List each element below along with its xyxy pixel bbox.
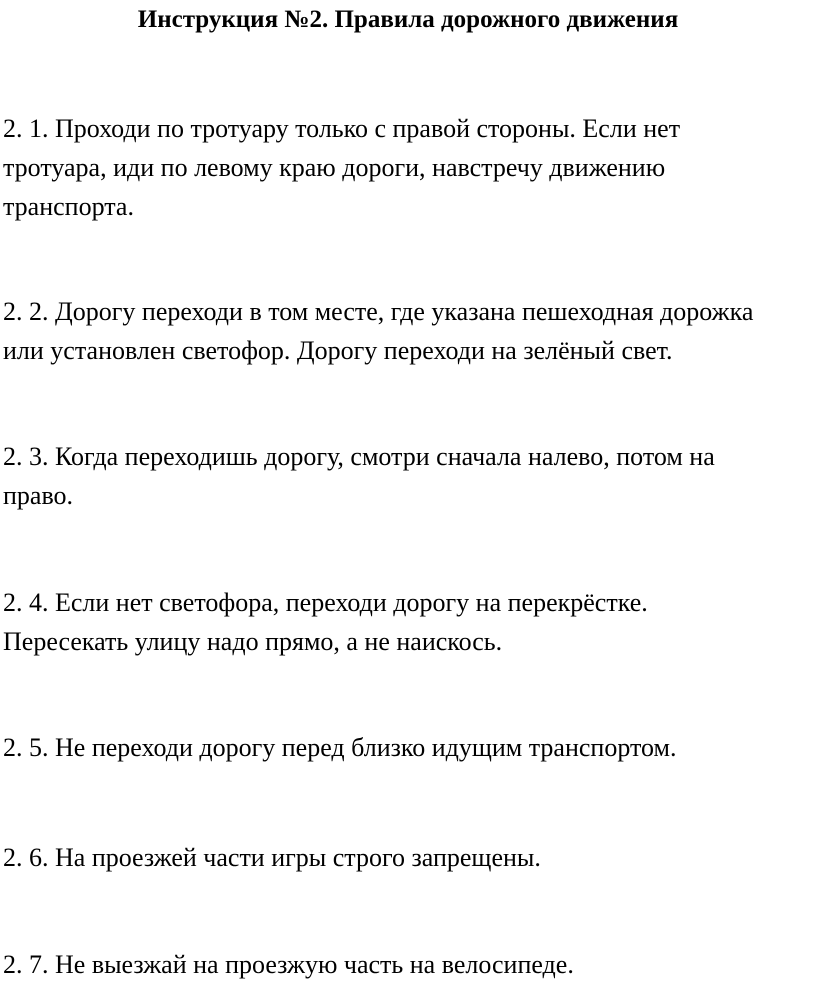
rule-line: Пересекать улицу надо прямо, а не наискось. [3, 627, 503, 656]
rule-2-3 [3, 437, 815, 515]
rule-2-1 [3, 109, 815, 226]
rule-line: транспорта. [3, 192, 134, 221]
rule-line: или установлен светофор. Дорогу переходи на зелёный свет. [3, 336, 673, 365]
rule-line: 2. 2. Дорогу переходи в том месте, где указана пешеходная дорожка [3, 297, 754, 326]
rule-2-6 [3, 838, 815, 877]
rule-line: 2. 1. Проходи по тротуару только с правой стороны. Если нет [3, 114, 681, 143]
rule-line: 2. 5. Не переходи дорогу перед близко идущим транспортом. [3, 733, 677, 762]
document-title: Инструкция №2. Правила дорожного движения [137, 6, 679, 33]
rule-2-2 [3, 292, 815, 370]
rule-2-4 [3, 583, 815, 661]
rule-line: 2. 3. Когда переходишь дорогу, смотри сначала налево, потом на [3, 442, 715, 471]
rule-line: 2. 7. Не выезжай на проезжую часть на велосипеде. [3, 950, 574, 979]
rule-2-5 [3, 728, 815, 767]
rule-line: 2. 6. На проезжей части игры строго запрещены. [3, 843, 541, 872]
rule-line: тротуара, иди по левому краю дороги, навстречу движению [3, 153, 666, 182]
rule-2-7 [3, 945, 815, 984]
rule-line: 2. 4. Если нет светофора, переходи дорогу на перекрёстке. [3, 588, 648, 617]
rule-line: право. [3, 481, 74, 510]
